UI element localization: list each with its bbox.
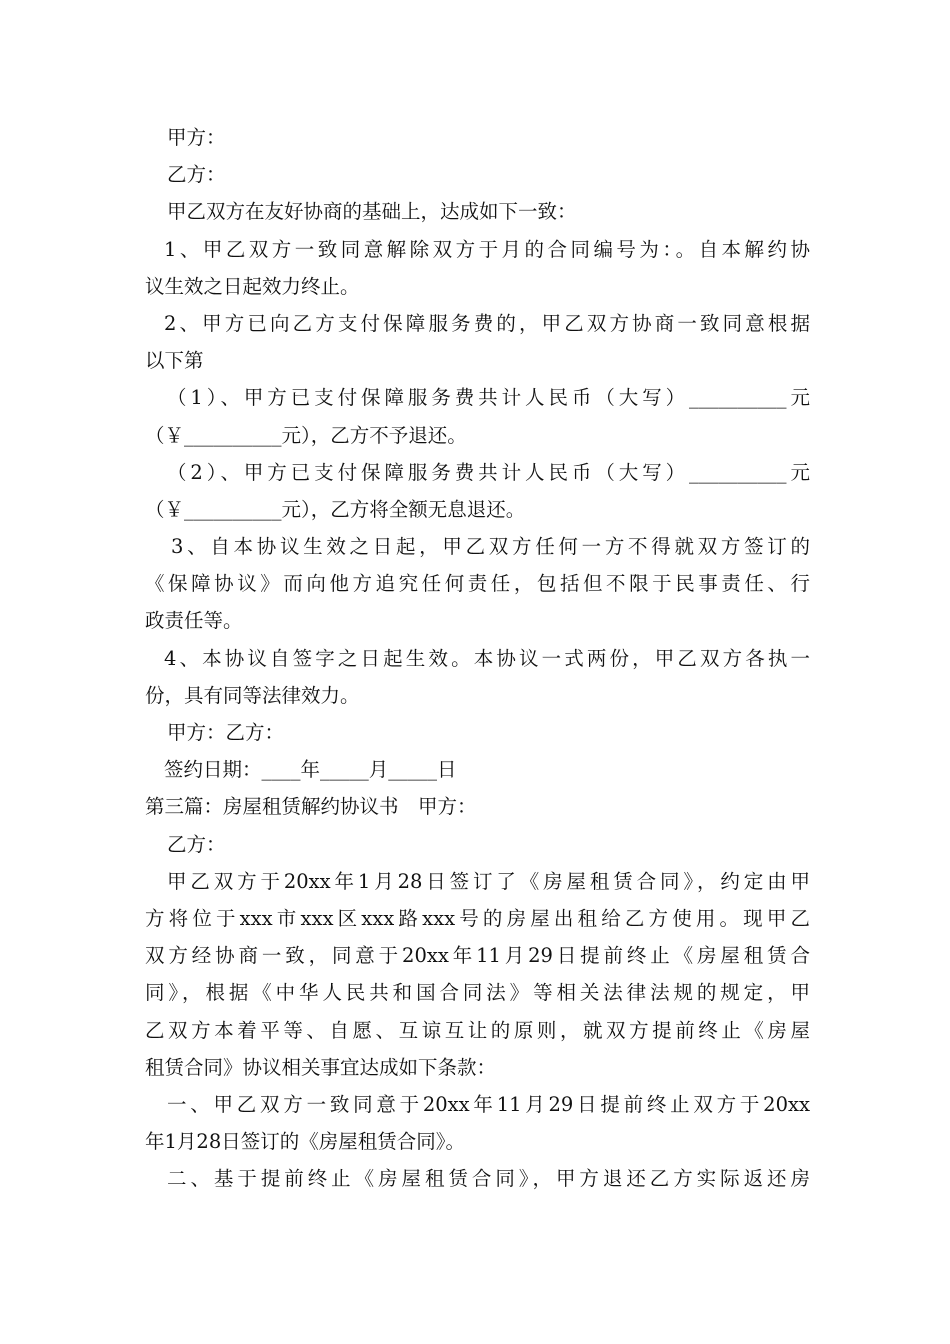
text-line: 签约日期：____年_____月_____日 xyxy=(164,758,457,782)
text-line: 政责任等。 xyxy=(145,609,243,633)
text-line: 议生效之日起效力终止。 xyxy=(145,274,360,298)
text-line: 3、自本协议生效之日起，甲乙双方任何一方不得就双方签订的 xyxy=(171,535,810,559)
text-line: 份，具有同等法律效力。 xyxy=(145,683,360,707)
text-line: （￥__________元），乙方不予退还。 xyxy=(145,423,467,447)
text-line: 乙方： xyxy=(167,832,226,856)
text-line: （2）、甲方已支付保障服务费共计人民币（大写）__________元 xyxy=(167,460,810,484)
text-line: 乙双方本着平等、自愿、互谅互让的原则，就双方提前终止《房屋 xyxy=(145,1018,810,1042)
text-line: 《保障协议》而向他方追究任何责任，包括但不限于民事责任、行 xyxy=(145,572,810,596)
text-line: 租赁合同》协议相关事宜达成如下条款： xyxy=(145,1055,497,1079)
text-line: 甲乙双方于20xx年1月28日签订了《房屋租赁合同》，约定由甲 xyxy=(167,869,810,893)
document-body xyxy=(145,119,810,1197)
text-line: 以下第 xyxy=(145,349,204,373)
text-line: 方将位于xxx市xxx区xxx路xxx号的房屋出租给乙方使用。现甲乙 xyxy=(145,906,810,930)
text-line: 一、甲乙双方一致同意于20xx年11月29日提前终止双方于20xx xyxy=(167,1092,810,1116)
text-line: 年1月28日签订的《房屋租赁合同》。 xyxy=(145,1130,465,1154)
text-line: （￥__________元），乙方将全额无息退还。 xyxy=(145,497,526,521)
text-line: 双方经协商一致，同意于20xx年11月29日提前终止《房屋租赁合 xyxy=(145,944,810,968)
text-line: 2、甲方已向乙方支付保障服务费的，甲乙双方协商一致同意根据 xyxy=(164,311,810,335)
text-line: （1）、甲方已支付保障服务费共计人民币（大写）__________元 xyxy=(167,386,810,410)
text-line: 甲方： xyxy=(167,126,226,149)
text-line: 甲方：乙方： xyxy=(167,721,285,744)
text-line: 二、基于提前终止《房屋租赁合同》，甲方退还乙方实际返还房 xyxy=(167,1167,810,1191)
text-line: 1、甲乙双方一致同意解除双方于月的合同编号为：。自本解约协 xyxy=(164,237,810,261)
text-line: 4、本协议自签字之日起生效。本协议一式两份，甲乙双方各执一 xyxy=(164,646,810,670)
text-line: 第三篇：房屋租赁解约协议书 甲方： xyxy=(145,795,477,819)
text-line: 同》，根据《中华人民共和国合同法》等相关法律法规的规定，甲 xyxy=(145,981,810,1005)
text-line: 乙方： xyxy=(167,163,226,187)
text-line: 甲乙双方在友好协商的基础上，达成如下一致： xyxy=(167,200,577,224)
